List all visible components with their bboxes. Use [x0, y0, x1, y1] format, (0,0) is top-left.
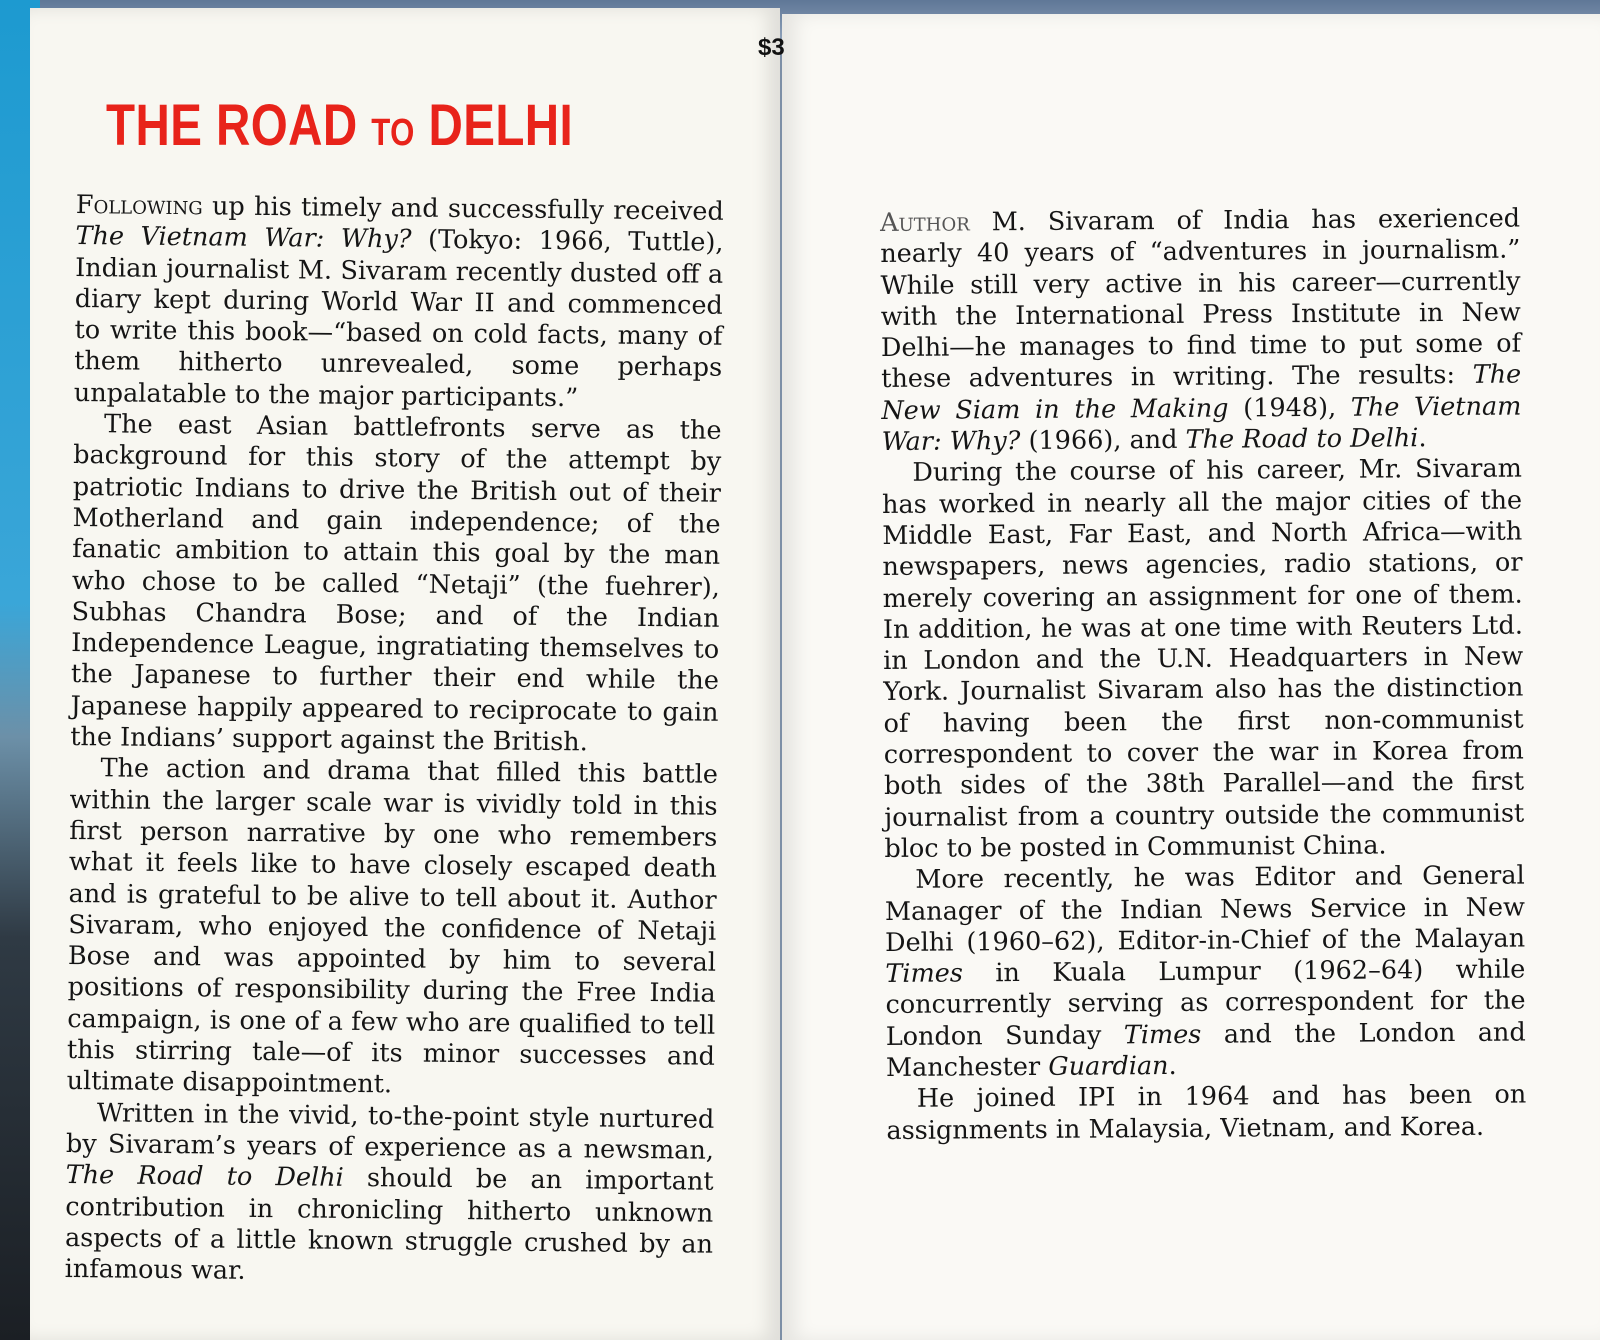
text-run: (1948), — [1228, 392, 1351, 424]
lead-word: Following — [75, 190, 203, 222]
text-run: . — [1168, 1050, 1177, 1082]
title-part-to: TO — [371, 112, 415, 154]
left-paragraph-1 — [74, 190, 724, 416]
text-run: (Tokyo: 1966, Tuttle), Indian journalist M. Sivaram recently dusted off a diary kept during World War II and commenced to write this book—“based on cold facts, many of them hitherto unrevealed, some perhaps unpalatable to the major participants.” — [73, 224, 724, 414]
text-run: More recently, he was Editor and General Manager of the Indian News Service in New Delhi (1960–62), Editor-in-Chief of the Malayan — [884, 860, 1526, 958]
left-paragraph-3: The action and drama that filled this battle within the larger scale war is vividly told in this first person narrative by one who remembers what it feels like to have closely escaped death and is grateful to be alive to tell about it. Author Sivaram, who enjoyed the confidence of Netaji Bose and was appointed by him to several positions of responsibility during the Free India campaign, is one of a few who are qualified to tell this stirring tale—of its minor successes and ultimate disappointment. — [66, 753, 719, 1100]
right-paragraph-2: During the course of his career, Mr. Sivaram has worked in nearly all the major cities of the Middle East, Far East, and North Africa—with newspapers, news agencies, radio stations, or merely covering an assignment for one of them. In addition, he was at one time with Reuters Ltd. in London and the U.N. Headquarters in New York. Journalist Sivaram also has the distinction of having been the first non-communist correspondent to cover the war in Korea from both sides of the 38th Parallel—and the first journalist from a country outside the communist bloc to be posted in Communist China. — [881, 453, 1525, 864]
text-run: should be an important contribution in chronicling hitherto unknown aspects of a little known struggle crushed by an infamous war. — [64, 1163, 714, 1286]
book-reference: The Vietnam War: Why? — [75, 221, 412, 255]
text-run: and the London and Manchester — [885, 1017, 1526, 1083]
text-run: . — [1418, 423, 1427, 454]
book-reference: The Vietnam War: Why? — [881, 391, 1522, 458]
text-run: M. Sivaram of India has exerienced nearly 40 years of “adventures in journalism.” While still very active in his career—currently with the International Press Institute in New Delhi—he manages to find time to put some of these adventures in writing. The results: — [880, 203, 1522, 395]
book-reference: The New Siam in the Making — [881, 360, 1522, 426]
publication-name: Times — [1123, 1019, 1202, 1051]
book-reference: The Road to Delhi — [65, 1160, 344, 1194]
text-run: in Kuala Lumpur (1962–64) while concurrently serving as correspondent for the London Sunday — [885, 954, 1526, 1052]
title-part-road: THE ROAD — [106, 93, 358, 158]
left-paragraph-2: The east Asian battlefronts serve as the background for this story of the attempt by patriotic Indians to drive the British out of their Motherland and gain independence; of the fanatic ambition to attain this goal by the man who chose to be called “Netaji” (the fuehrer), Subhas Chandra Bose; and of the Indian Independence League, ingratiating themselves to the Japanese to further their end while the Japanese happily appeared to reciprocate to gain the Indians’ support against the British. — [70, 409, 722, 758]
book-reference: The Road to Delhi — [1185, 423, 1419, 455]
text-run: Written in the vivid, to-the-point style nurtured by Sivaram’s years of experience as a newsman, — [65, 1097, 715, 1166]
right-paragraph-1 — [880, 204, 1522, 459]
title-part-delhi: DELHI — [428, 93, 574, 158]
text-run: up his timely and successfully received — [202, 191, 724, 227]
publication-name: Guardian — [1048, 1051, 1169, 1082]
left-paragraph-4 — [65, 1098, 715, 1293]
book-title — [106, 92, 573, 159]
price-label: $3 — [758, 34, 785, 61]
lead-word: Author — [880, 207, 970, 238]
text-run: (1966), and — [1020, 424, 1186, 457]
left-column-text — [65, 190, 724, 1292]
right-column-text — [880, 204, 1527, 1147]
publication-name: Times — [885, 958, 963, 990]
right-paragraph-4: He joined IPI in 1964 and has been on assignments in Malaysia, Vietnam, and Korea. — [886, 1079, 1527, 1146]
right-paragraph-3 — [885, 861, 1527, 1085]
